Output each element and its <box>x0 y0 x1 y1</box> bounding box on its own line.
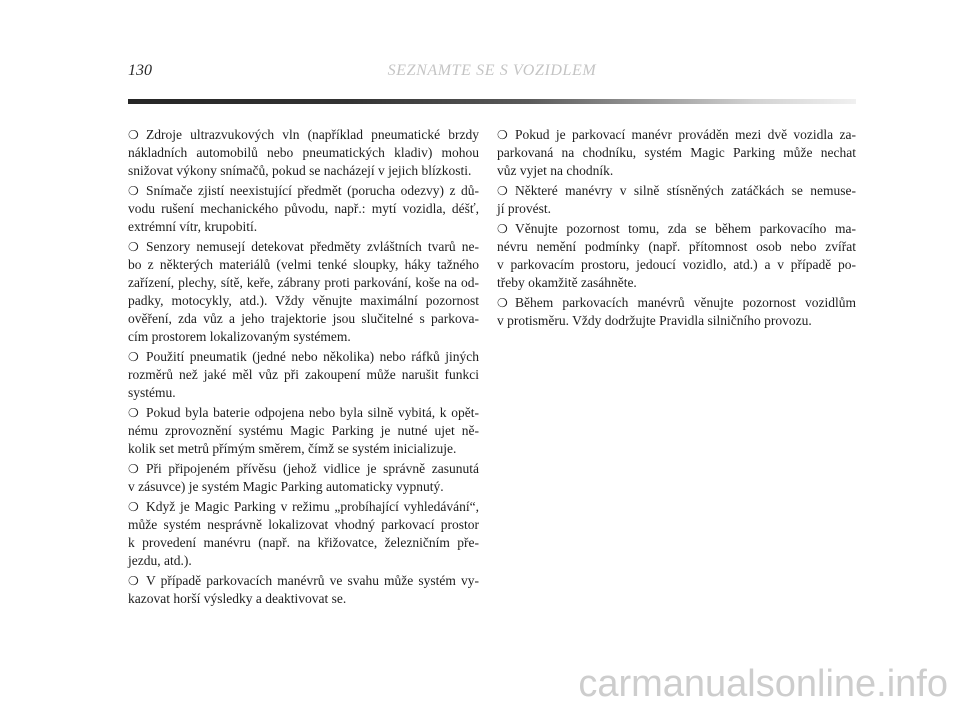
line-text: Když je Magic Parking v režimu „probíhající vyhledávání“, <box>146 499 479 514</box>
line-text: Některé manévry v silně stísněných zatáčkách se nemuse- <box>515 183 856 198</box>
text-line <box>128 310 479 328</box>
line-text: ověření, zda vůz a jeho trajektorie jsou slučitelné s parkova- <box>128 311 479 326</box>
text-line <box>497 220 856 238</box>
text-line <box>497 312 856 330</box>
bullet-circle-icon: ❍ <box>128 128 139 142</box>
line-text: v zásuvce) je systém Magic Parking automaticky vypnutý. <box>128 479 444 494</box>
bullet-circle-icon: ❍ <box>497 184 508 198</box>
line-text: jí provést. <box>497 201 551 216</box>
right-text-column <box>497 126 856 330</box>
text-line <box>497 256 856 274</box>
text-line <box>128 200 479 218</box>
line-text: kazovat horší výsledky a deaktivovat se. <box>128 591 347 606</box>
line-text: bo z některých materiálů (velmi tenké sloupky, háky tažného <box>128 257 479 272</box>
line-text: třeby okamžitě zasáhněte. <box>497 275 637 290</box>
text-line <box>497 162 856 180</box>
bullet-circle-icon: ❍ <box>128 462 139 476</box>
text-line <box>128 366 479 384</box>
text-line <box>497 182 856 200</box>
text-line <box>128 590 479 608</box>
line-text: parkovaná na chodníku, systém Magic Parking může nechat <box>497 145 856 160</box>
bullet-paragraph <box>128 498 479 570</box>
text-line <box>128 572 479 590</box>
line-text: vůz vyjet na chodník. <box>497 163 614 178</box>
bullet-paragraph <box>128 572 479 608</box>
text-line <box>497 294 856 312</box>
text-line <box>128 292 479 310</box>
line-text: nému zprovoznění systému Magic Parking je nutné ujet ně- <box>128 423 479 438</box>
text-line <box>128 404 479 422</box>
line-text: Senzory nemusejí detekovat předměty zvláštních tvarů ne- <box>146 239 479 254</box>
text-line <box>128 144 479 162</box>
line-text: v protisměru. Vždy dodržujte Pravidla silničního provozu. <box>497 313 812 328</box>
text-line <box>128 384 479 402</box>
bullet-paragraph <box>128 460 479 496</box>
text-line <box>128 126 479 144</box>
bullet-circle-icon: ❍ <box>497 296 508 310</box>
bullet-paragraph <box>128 348 479 402</box>
bullet-paragraph <box>128 238 479 346</box>
line-text: cím prostorem lokalizovaným systémem. <box>128 329 351 344</box>
bullet-paragraph <box>128 126 479 180</box>
watermark: carmanualsonline.info <box>578 663 948 705</box>
bullet-circle-icon: ❍ <box>128 184 139 198</box>
text-line <box>128 440 479 458</box>
line-text: v parkovacím prostoru, jedoucí vozidlo, atd.) a v případě po- <box>497 257 856 272</box>
text-line <box>128 218 479 236</box>
line-text: Snímače zjistí neexistující předmět (porucha odezvy) z dů- <box>146 183 479 198</box>
text-line <box>497 126 856 144</box>
line-text: rozměrů než jaké měl vůz při zakoupení může narušit funkci <box>128 367 479 382</box>
left-text-column <box>128 126 479 608</box>
header-divider <box>128 99 856 104</box>
line-text: zařízení, plechy, sítě, keře, zábrany proti parkování, koše na od- <box>128 275 479 290</box>
bullet-circle-icon: ❍ <box>128 350 139 364</box>
line-text: vodu rušení mechanického původu, např.: mytí vozidla, déšť, <box>128 201 479 216</box>
text-line <box>128 552 479 570</box>
text-line <box>128 460 479 478</box>
bullet-paragraph <box>497 182 856 218</box>
line-text: snižovat výkony snímačů, pokud se nacházejí v jejich blízkosti. <box>128 163 472 178</box>
line-text: kolik set metrů přímým směrem, čímž se systém inicializuje. <box>128 441 457 456</box>
line-text: Použití pneumatik (jedné nebo několika) nebo ráfků jiných <box>146 349 479 364</box>
line-text: jezdu, atd.). <box>128 553 192 568</box>
text-line <box>128 328 479 346</box>
line-text: extrémní vítr, krupobití. <box>128 219 258 234</box>
line-text: Věnujte pozornost tomu, zda se během parkovacího ma- <box>515 221 856 236</box>
text-line <box>128 182 479 200</box>
bullet-circle-icon: ❍ <box>497 222 508 236</box>
text-line <box>128 274 479 292</box>
text-line <box>497 238 856 256</box>
section-title: SEZNAMTE SE S VOZIDLEM <box>387 62 597 79</box>
bullet-paragraph <box>497 220 856 292</box>
text-line <box>128 348 479 366</box>
line-text: nákladních automobilů nebo pneumatických kladiv) mohou <box>128 145 479 160</box>
text-line <box>128 238 479 256</box>
text-line <box>497 200 856 218</box>
bullet-paragraph <box>128 182 479 236</box>
bullet-circle-icon: ❍ <box>497 128 508 142</box>
line-text: Pokud byla baterie odpojena nebo byla silně vybitá, k opět- <box>146 405 479 420</box>
text-line <box>128 516 479 534</box>
line-text: névru nemění podmínky (např. přítomnost osob nebo zvířat <box>497 239 856 254</box>
line-text: Při připojeném přívěsu (jehož vidlice je správně zasunutá <box>146 461 479 476</box>
bullet-paragraph <box>497 294 856 330</box>
line-text: Zdroje ultrazvukových vln (například pneumatické brzdy <box>146 127 479 142</box>
text-line <box>128 422 479 440</box>
bullet-circle-icon: ❍ <box>128 240 139 254</box>
bullet-circle-icon: ❍ <box>128 406 139 420</box>
text-line <box>497 274 856 292</box>
text-line <box>128 478 479 496</box>
line-text: padky, motocykly, atd.). Vždy věnujte maximální pozornost <box>128 293 479 308</box>
line-text: Během parkovacích manévrů věnujte pozornost vozidlům <box>515 295 856 310</box>
text-line <box>128 256 479 274</box>
line-text: V případě parkovacích manévrů ve svahu může systém vy- <box>146 573 479 588</box>
text-line <box>497 144 856 162</box>
text-line <box>128 498 479 516</box>
line-text: k provedení manévru (např. na křižovatce, železničním pře- <box>128 535 479 550</box>
bullet-circle-icon: ❍ <box>128 574 139 588</box>
bullet-paragraph <box>497 126 856 180</box>
bullet-paragraph <box>128 404 479 458</box>
line-text: může systém nesprávně lokalizovat vhodný parkovací prostor <box>128 517 479 532</box>
text-line <box>128 534 479 552</box>
line-text: Pokud je parkovací manévr prováděn mezi dvě vozidla za- <box>515 127 856 142</box>
text-line <box>128 162 479 180</box>
page-number: 130 <box>128 62 152 79</box>
bullet-circle-icon: ❍ <box>128 500 139 514</box>
line-text: systému. <box>128 385 176 400</box>
